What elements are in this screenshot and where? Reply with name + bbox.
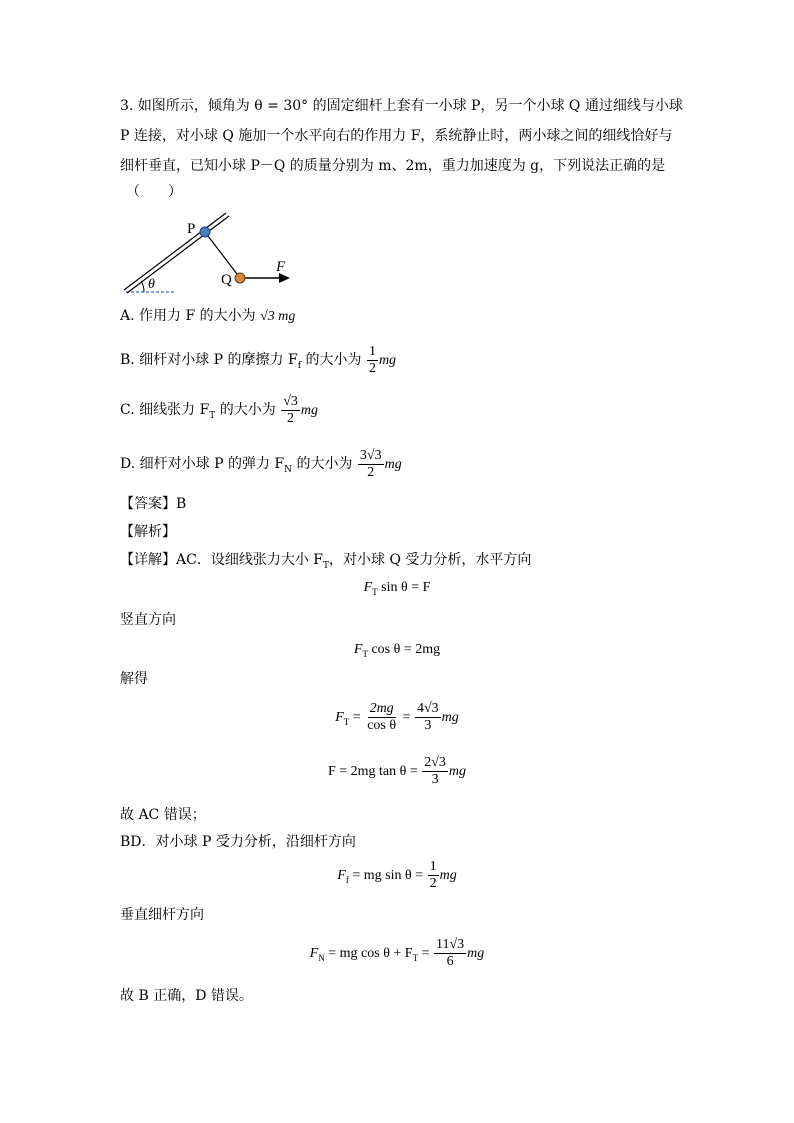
- option-b-den: 2: [368, 360, 376, 376]
- option-c-den: 2: [287, 410, 295, 426]
- equation-4-fraction: [422, 755, 448, 788]
- equation-5-num: 1: [429, 859, 437, 875]
- equation-3-num-2: 4√3: [416, 701, 439, 717]
- equation-1: $F_T$ sin θ = F: [363, 580, 431, 597]
- conclusion-ac: 故 AC 错误；: [120, 807, 206, 823]
- ball-p: [200, 227, 210, 237]
- equation-5-fraction: [428, 859, 439, 892]
- equation-2: $F_T$ cos θ = 2mg: [353, 642, 441, 659]
- option-c-text: C. 细线张力 F: [120, 402, 210, 418]
- ball-q: [235, 273, 245, 283]
- option-d-fraction: [358, 448, 384, 481]
- angle-arc: [141, 281, 144, 292]
- option-c-fraction: [281, 394, 300, 427]
- option-c-tail: mg: [300, 403, 319, 418]
- option-d-mid: 的大小为: [292, 456, 357, 472]
- option-d: [120, 447, 402, 487]
- equation-3-den-2: 3: [424, 718, 432, 734]
- option-c-sub: T: [209, 410, 216, 421]
- equation-1-text: sin θ = F: [381, 580, 431, 595]
- equation-3-fraction-2: [415, 701, 441, 734]
- equation-3: $F_T$ = $\frac{2mg}{\text{cos θ}}$ = $\frac{4√3}{3}$ mg: [335, 701, 459, 734]
- equation-5-den: 2: [429, 876, 437, 892]
- equation-6: $F_N$ = mg $\cos \theta + F_T$ = $\frac{11√3}{6}$ mg: [309, 937, 485, 970]
- option-d-tail: mg: [384, 457, 402, 472]
- option-a-text: A. 作用力 F 的大小为: [120, 308, 261, 324]
- equation-4-num: 2√3: [424, 755, 446, 771]
- option-c: [120, 393, 318, 433]
- equation-5-lhs: F: [337, 868, 346, 883]
- option-a: [120, 306, 295, 327]
- option-d-text: D. 细杆对小球 P 的弹力 F: [120, 456, 285, 472]
- answer-paren: （ ）: [126, 184, 182, 200]
- option-b-tail: mg: [378, 353, 397, 368]
- question-text-1: 如图所示，倾角为 θ = 30° 的固定细杆上套有一小球 P，另一个小球 Q 通过细线与小球: [137, 98, 683, 114]
- equation-6-mid-2: =: [418, 946, 433, 961]
- question-line-1: [120, 96, 683, 116]
- vertical-direction-label: 竖直方向: [120, 612, 176, 628]
- option-c-mid: 的大小为: [215, 402, 281, 418]
- option-b-num: 1: [368, 343, 376, 359]
- rod-edge-2: [127, 216, 229, 293]
- perpendicular-direction-label: 垂直细杆方向: [120, 907, 204, 923]
- detail-line-1-tail: ，对小球 Q 受力分析，水平方向: [329, 552, 532, 568]
- option-b-mid: 的大小为: [301, 352, 366, 368]
- option-b-text: B. 细杆对小球 P 的摩擦力 F: [120, 352, 298, 368]
- equation-4: [0, 754, 794, 790]
- conclusion-bd: 故 B 正确，D 错误。: [120, 988, 253, 1004]
- solve-label: 解得: [120, 671, 148, 687]
- label-q: Q: [221, 272, 232, 288]
- option-c-num: √3: [283, 393, 298, 409]
- equation-3-den-1: cos θ: [367, 718, 397, 734]
- equation-6-lhs: F: [309, 946, 319, 961]
- equation-5-mid: = mg sin θ =: [348, 868, 427, 883]
- question-number: 3.: [120, 98, 134, 114]
- equation-3-fraction-1: [365, 701, 398, 734]
- option-d-den: 2: [367, 464, 375, 480]
- bd-analysis-line: BD．对小球 P 受力分析，沿细杆方向: [120, 834, 356, 850]
- equation-6-den: 6: [446, 954, 454, 970]
- option-d-sub: N: [284, 464, 292, 475]
- equation-3-tail: mg: [441, 710, 459, 725]
- equation-5-tail: mg: [439, 868, 457, 883]
- analysis-label: 【解析】: [120, 524, 176, 540]
- option-b-fraction: [367, 344, 378, 377]
- question-line-2: P 连接，对小球 Q 施加一个水平向右的作用力 F，系统静止时，两小球之间的细线恰好与: [120, 128, 673, 144]
- equation-6-mid: = mg cos θ + F: [324, 946, 413, 961]
- equation-6-num: 11√3: [436, 937, 465, 953]
- label-p: P: [187, 221, 196, 237]
- answer-label: 【答案】B: [120, 496, 187, 512]
- question-line-3: 细杆垂直，已知小球 P－Q 的质量分别为 m、2m，重力加速度为 g，下列说法正确的是: [120, 158, 666, 174]
- equation-5: $F_f$ = mg sin θ = $\frac{1}{2}$ mg: [337, 859, 457, 892]
- option-b-sub: f: [297, 360, 302, 371]
- label-f: F: [276, 259, 286, 275]
- equation-4-den: 3: [431, 772, 439, 788]
- incline-figure: [118, 208, 308, 298]
- detail-line-1-text: 【详解】AC．设细线张力大小 F: [120, 552, 323, 568]
- option-b: [120, 343, 396, 383]
- rod-edge-1: [124, 213, 226, 290]
- equation-3-lhs: F: [335, 710, 344, 725]
- label-theta: θ: [148, 277, 155, 292]
- option-a-expr: √3 mg: [260, 309, 296, 324]
- detail-line-1-sub: T: [323, 560, 330, 571]
- equation-4-tail: mg: [448, 764, 467, 779]
- equation-4-lhs: F = 2mg tan θ =: [327, 764, 422, 779]
- equation-6-fraction: [434, 937, 466, 970]
- option-d-num: 3√3: [359, 447, 382, 463]
- equation-2-text: cos θ = 2mg: [371, 642, 441, 657]
- equation-6-tail: mg: [467, 946, 485, 961]
- detail-line-1: [120, 550, 531, 576]
- equation-3-num-1: 2mg: [369, 701, 394, 717]
